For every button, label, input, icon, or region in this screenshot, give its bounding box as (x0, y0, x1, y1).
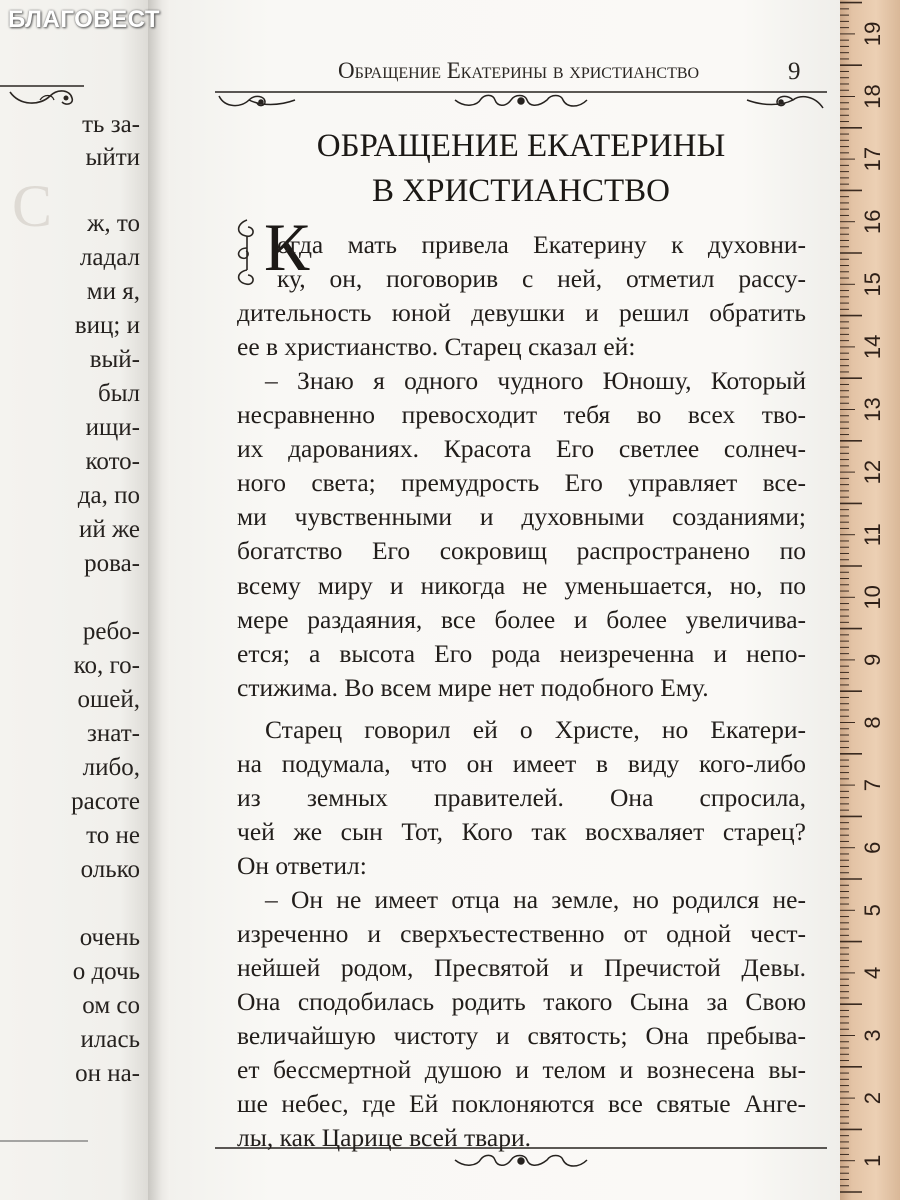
left-page-line: был (98, 380, 140, 407)
left-page-line: он на- (75, 1060, 140, 1087)
ruler-number: 18 (860, 84, 885, 109)
ruler-number: 1 (860, 1154, 885, 1167)
left-page-line: расоте (71, 788, 140, 815)
left-page-line: илась (80, 1026, 140, 1053)
left-page-line: ошей, (77, 686, 140, 713)
body-line: из земных правителей. Она спросила, (237, 782, 806, 812)
running-title: Обращение Екатерины в христианство (338, 58, 700, 83)
left-ghost-letter: С (11, 173, 52, 239)
chapter-title-line1: ОБРАЩЕНИЕ ЕКАТЕРИНЫ (316, 128, 726, 164)
left-page-line: очень (79, 924, 140, 951)
body-line: ется; а высота Его рода неизреченна и непо- (237, 638, 806, 668)
body-line: Он ответил: (237, 850, 367, 880)
body-line: нейшей родом, Пресвятой и Пречистой Девы. (237, 953, 806, 983)
body-line: ного света; премудрость Его управляет все- (237, 468, 806, 498)
ruler-number: 10 (860, 585, 885, 610)
left-page-line: вый- (89, 346, 140, 373)
body-line: ми чувственными и духовными созданиями; (237, 502, 806, 532)
left-page-line: ом со (82, 992, 140, 1019)
left-page-line: о дочь (72, 958, 140, 985)
body-line: огда мать привела Екатерину к духовни- (277, 230, 806, 259)
ruler-number: 7 (860, 778, 885, 792)
footer-ornament (215, 1140, 827, 1172)
body-line: мере раздаяния, все более и более увеличива- (237, 604, 806, 634)
left-page-line: ко, го- (73, 652, 140, 679)
chapter-title-line2: В ХРИСТИАНСТВО (372, 173, 670, 209)
drop-cap-letter: К (264, 209, 310, 285)
body-line: всему миру и никогда не уменьшается, но, по (237, 570, 806, 600)
body-line: ее в христианство. Старец сказал ей: (237, 332, 636, 362)
left-page-line: да, по (77, 482, 140, 509)
body-line: несравненно превосходит тебя во всех тво- (237, 400, 806, 430)
body-line: дительность юной девушки и решил обратить (237, 298, 806, 328)
left-page-line: ладал (79, 244, 140, 271)
body-line: Старец говорил ей о Христе, но Екатери- (265, 714, 806, 744)
body-line: чей же сын Тот, Кого так восхваляет старец? (237, 816, 806, 846)
ruler-number: 15 (860, 272, 885, 297)
left-page-line: рова- (84, 550, 140, 577)
body-line: величайшую чистоту и святость; Она пребыва- (237, 1021, 806, 1051)
ruler-number: 11 (860, 523, 885, 547)
left-page-line: либо, (82, 754, 140, 781)
body-line: ку, он, поговорив с ней, отметил рассу- (277, 264, 806, 294)
left-page-line: олько (80, 856, 140, 883)
ruler-number: 4 (860, 966, 885, 980)
left-page-line: ть за- (82, 111, 140, 138)
ruler-number: 3 (860, 1029, 885, 1042)
page-number: 9 (788, 58, 801, 85)
ruler-number: 13 (860, 397, 885, 422)
left-header-ornament (0, 80, 84, 110)
left-footer-rule (0, 1138, 150, 1144)
header-ornament (215, 90, 827, 110)
left-page-line: то не (86, 822, 140, 849)
measuring-ruler (840, 0, 900, 1200)
body-line: ет бессмертной душою и телом и вознесена вы- (237, 1055, 806, 1085)
ruler-ticks (840, 3, 862, 1192)
left-page-line: ищи- (85, 414, 140, 441)
body-line: на подумала, что он имеет в виду кого-либо (237, 748, 806, 778)
left-page (0, 0, 150, 1200)
body-line: богатство Его сокровищ распространено по (237, 536, 806, 566)
body-line: стижима. Во всем мире нет подобного Ему. (237, 672, 709, 702)
chapter-title (215, 124, 827, 214)
left-page-line: кото- (85, 448, 140, 475)
body-line: лы, как Царице всей твари. (237, 1123, 531, 1153)
watermark-logo: БЛАГОВЕСТ (8, 6, 161, 33)
left-page-line: знат- (87, 720, 140, 747)
ruler-number: 17 (860, 146, 885, 172)
ruler-number: 16 (860, 209, 885, 234)
left-page-line: ыйти (85, 144, 140, 171)
ruler-number: 19 (860, 21, 885, 47)
left-page-line: виц; и (74, 312, 140, 339)
body-line: ше небес, где Ей поклоняются все святые Анге- (237, 1089, 806, 1119)
ruler-number: 2 (860, 1091, 885, 1105)
left-page-line: ребо- (82, 618, 140, 645)
left-page-line: ий же (78, 516, 140, 543)
ruler-number: 6 (860, 841, 885, 854)
body-line: – Знаю я одного чудного Юношу, Который (265, 366, 806, 396)
ruler-number: 5 (860, 904, 885, 917)
ruler-number: 12 (860, 459, 885, 485)
ruler-number: 14 (860, 334, 885, 360)
body-line: Она сподобилась родить такого Сына за Свою (237, 987, 806, 1017)
body-line: их дарованиях. Красота Его светлее солнеч- (237, 434, 806, 464)
body-line: – Он не имеет отца на земле, но родился не- (265, 884, 806, 914)
ruler-number: 8 (860, 716, 885, 729)
left-page-line: ж, то (87, 210, 140, 237)
body-line: изреченно и сверхъестественно от одной чест- (237, 919, 806, 948)
left-page-line: ми я, (86, 278, 140, 305)
drop-cap-ornament (232, 218, 262, 288)
ruler-number: 9 (860, 653, 885, 667)
